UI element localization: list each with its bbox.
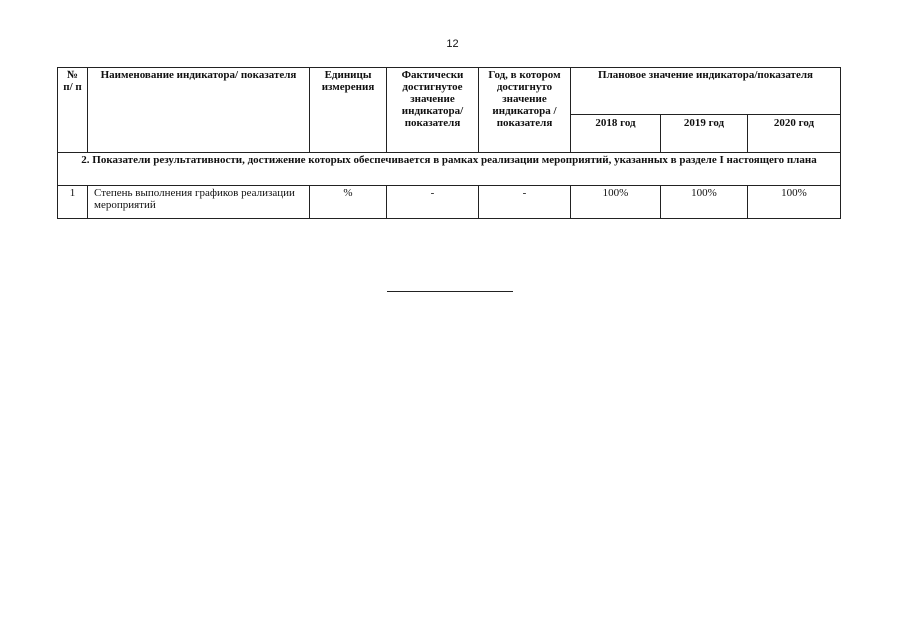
page-number: 12 <box>446 38 459 50</box>
header-planned-value: Плановое значение индикатора/показателя <box>571 68 841 115</box>
header-year-2019: 2019 год <box>661 115 748 153</box>
row-units: % <box>310 186 387 219</box>
closing-divider-line <box>387 291 513 292</box>
row-indicator-name: Степень выполнения графиков реализации мероприятий <box>88 186 310 219</box>
row-value-2019: 100% <box>661 186 748 219</box>
header-year-2018: 2018 год <box>571 115 661 153</box>
header-year-2020: 2020 год <box>748 115 841 153</box>
row-value-2018: 100% <box>571 186 661 219</box>
row-num: 1 <box>58 186 88 219</box>
row-actual-value: - <box>387 186 479 219</box>
section-title: 2. Показатели результативности, достижение которых обеспечивается в рамках реализации мероприятий, указанных в разделе I настоящего плана <box>58 153 841 186</box>
row-value-2020: 100% <box>748 186 841 219</box>
header-actual-value: Фактически достигнутое значение индикатора/ показателя <box>387 68 479 153</box>
indicators-table <box>57 67 841 219</box>
header-units: Единицы измерения <box>310 68 387 153</box>
header-num: № п/ п <box>58 68 88 153</box>
table-row <box>58 186 841 219</box>
row-year-achieved: - <box>479 186 571 219</box>
header-name: Наименование индикатора/ показателя <box>88 68 310 153</box>
header-year-achieved: Год, в котором достигнуто значение индикатора /показателя <box>479 68 571 153</box>
